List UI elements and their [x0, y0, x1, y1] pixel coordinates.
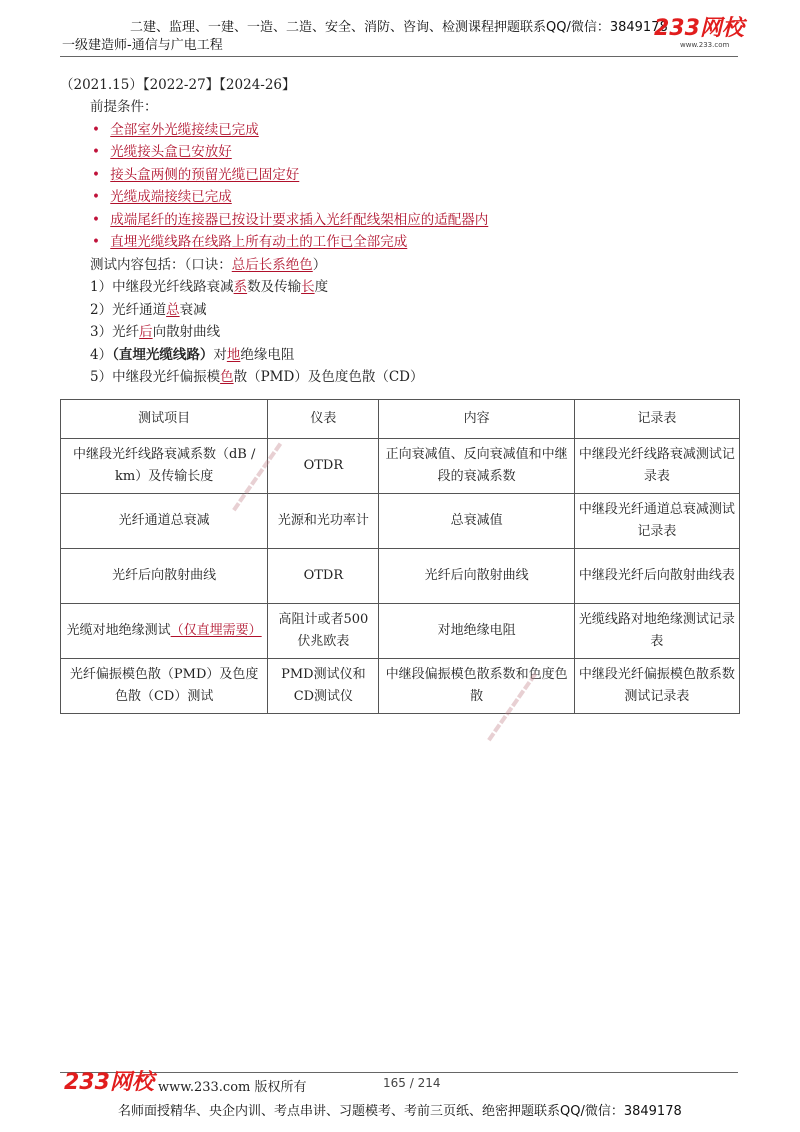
col-header: 记录表	[574, 400, 739, 439]
test-item-4: 4）（直埋光缆线路）对地绝缘电阻	[90, 347, 295, 363]
bullet-icon: •	[92, 167, 100, 183]
bullet-icon: •	[92, 234, 100, 250]
mnemonic: 总后长系绝色	[231, 257, 313, 273]
footer-copyright: www.233.com 版权所有	[158, 1080, 307, 1095]
table-header-row	[61, 400, 740, 439]
prereq-text: 光缆成端接续已完成	[110, 189, 232, 205]
footer-divider	[60, 1072, 738, 1073]
prereq-item	[92, 233, 407, 251]
test-item-5: 5）中继段光纤偏振模色散（PMD）及色度色散（CD）	[90, 369, 424, 385]
table-cell: 光纤后向散射曲线	[61, 549, 268, 604]
table-cell: 对地绝缘电阻	[379, 604, 574, 659]
header-divider	[60, 56, 738, 57]
table-cell: 光缆线路对地绝缘测试记录表	[574, 604, 739, 659]
table-cell: 中继段光纤偏振模色散系数测试记录表	[574, 659, 739, 714]
prereq-text: 成端尾纤的连接器已按设计要求插入光纤配线架相应的适配器内	[110, 212, 489, 228]
table-cell: 中继段光纤后向散射曲线表	[574, 549, 739, 604]
table-cell: 中继段光纤通道总衰减测试记录表	[574, 494, 739, 549]
page-number: 165 / 214	[383, 1076, 441, 1090]
bullet-icon: •	[92, 212, 100, 228]
prereq-text: 光缆接头盒已安放好	[110, 144, 232, 160]
table-row	[61, 604, 740, 659]
table-cell: 正向衰减值、反向衰减值和中继段的衰减系数	[379, 439, 574, 494]
test-content-title: 测试内容包括：（口诀：总后长系绝色）	[90, 257, 327, 273]
bullet-icon: •	[92, 122, 100, 138]
header-subject: 一级建造师-通信与广电工程	[62, 38, 223, 53]
prereq-item	[92, 211, 488, 229]
bullet-icon: •	[92, 189, 100, 205]
bullet-icon: •	[92, 144, 100, 160]
table-cell: 中继段偏振模色散系数和色度色散	[379, 659, 574, 714]
prereq-text: 直埋光缆线路在线路上所有动土的工作已全部完成	[110, 234, 408, 250]
table-cell: 中继段光纤线路衰减系数（dB / km）及传输长度	[61, 439, 268, 494]
table-cell: 光源和光功率计	[268, 494, 379, 549]
col-header: 内容	[379, 400, 574, 439]
test-item-3: 3）光纤后向散射曲线	[90, 324, 221, 340]
table-cell: 光纤通道总衰减	[61, 494, 268, 549]
col-header: 仪表	[268, 400, 379, 439]
prereq-text: 全部室外光缆接续已完成	[110, 122, 259, 138]
table-cell: 光纤后向散射曲线	[379, 549, 574, 604]
direct-burial-note: （仅直埋需要）	[170, 623, 262, 638]
brand-logo-url: www.233.com	[680, 41, 730, 49]
table-cell: 光纤偏振模色散（PMD）及色度色散（CD）测试	[61, 659, 268, 714]
footer-logo: 233网校	[64, 1070, 154, 1095]
table-cell: 总衰减值	[379, 494, 574, 549]
table-cell: 高阻计或者500伏兆欧表	[268, 604, 379, 659]
table-cell: OTDR	[268, 439, 379, 494]
prereq-item	[92, 143, 232, 161]
table-row	[61, 494, 740, 549]
test-table	[60, 399, 740, 714]
prereq-item	[92, 166, 299, 184]
table-cell: OTDR	[268, 549, 379, 604]
prereq-text: 接头盒两侧的预留光缆已固定好	[110, 167, 300, 183]
prereq-item	[92, 121, 259, 139]
table-cell: 光缆对地绝缘测试（仅直埋需要）	[61, 604, 268, 659]
table-row	[61, 659, 740, 714]
brand-logo: 233网校	[654, 16, 744, 41]
prereq-title: 前提条件：	[90, 99, 158, 115]
watermark-2: ▬▬▬▬▬▬▬▬	[482, 668, 541, 745]
watermark-1: ▬▬▬▬▬▬▬▬	[227, 438, 286, 515]
table-row	[61, 439, 740, 494]
test-item-1: 1）中继段光纤线路衰减系数及传输长度	[90, 279, 329, 295]
footer-contact-line: 名师面授精华、央企内训、考点串讲、习题模考、考前三页纸、绝密押题联系QQ/微信：3849178	[118, 1104, 682, 1119]
test-item-2: 2）光纤通道总衰减	[90, 302, 207, 318]
table-row	[61, 549, 740, 604]
header-contact-line: 二建、监理、一建、一造、二造、安全、消防、咨询、检测课程押题联系QQ/微信：3849178	[130, 20, 668, 35]
table-cell: PMD测试仪和CD测试仪	[268, 659, 379, 714]
table-cell: 中继段光纤线路衰减测试记录表	[574, 439, 739, 494]
exam-year-reference: （2021.15）【2022-27】【2024-26】	[60, 77, 296, 93]
col-header: 测试项目	[61, 400, 268, 439]
prereq-item	[92, 188, 232, 206]
